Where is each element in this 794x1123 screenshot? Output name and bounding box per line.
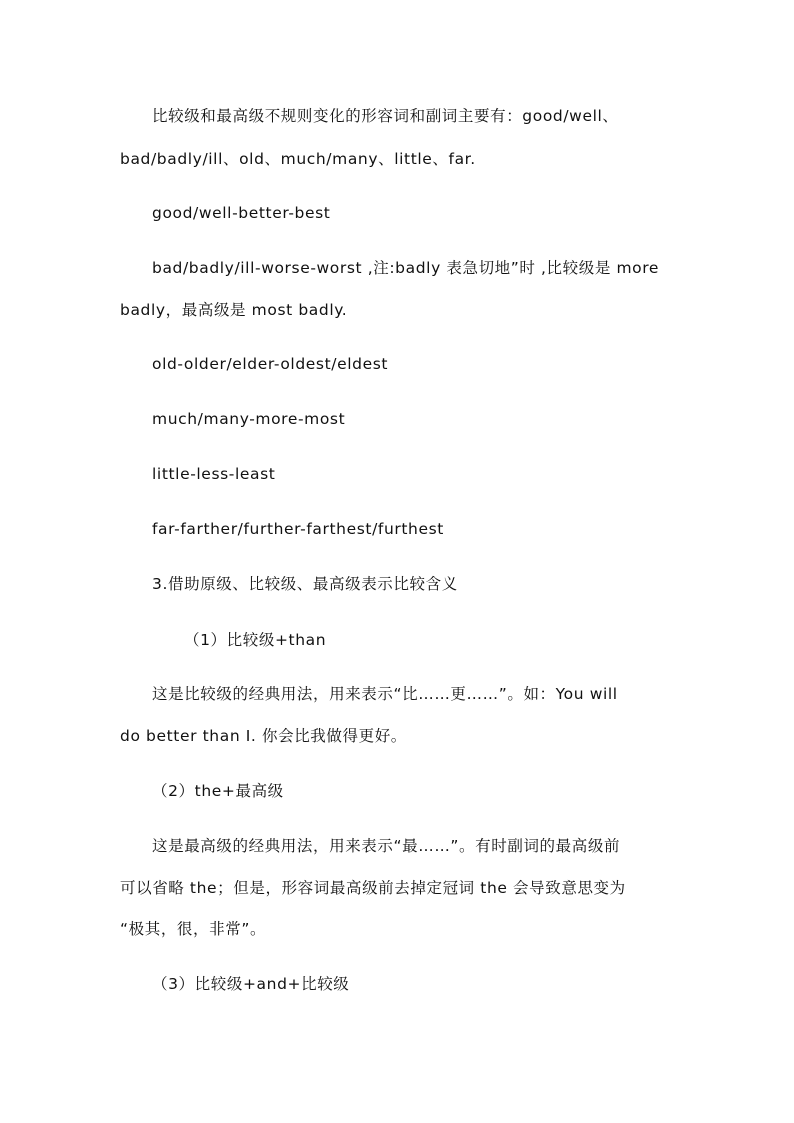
paragraph-irregular-intro: 比较级和最高级不规则变化的形容词和副词主要有：good/well、 xyxy=(152,107,619,125)
form-bad-badly: bad/badly/ill-worse-worst ,注:badly 表急切地”时 ,比较级是 more xyxy=(152,259,660,277)
paragraph-comparative-cont: do better than I. 你会比我做得更好。 xyxy=(120,727,407,745)
subheading-3: （3）比较级+and+比较级 xyxy=(152,975,350,993)
form-little: little-less-least xyxy=(152,465,276,483)
paragraph-irregular-intro-cont: bad/badly/ill、old、much/many、little、far. xyxy=(120,150,476,168)
form-far: far-farther/further-farthest/furthest xyxy=(152,520,444,538)
form-much-many: much/many-more-most xyxy=(152,410,346,428)
subheading-1: （1）比较级+than xyxy=(184,631,327,649)
paragraph-superlative-cont: 可以省略 the；但是，形容词最高级前去掉定冠词 the 会导致意思变为 xyxy=(120,879,626,897)
subheading-2: （2）the+最高级 xyxy=(152,782,284,800)
form-good-well: good/well-better-best xyxy=(152,204,331,222)
paragraph-superlative-end: “极其，很，非常”。 xyxy=(120,920,267,938)
section-heading-3: 3.借助原级、比较级、最高级表示比较含义 xyxy=(152,575,458,593)
form-bad-badly-cont: badly，最高级是 most badly. xyxy=(120,301,348,319)
paragraph-comparative: 这是比较级的经典用法，用来表示“比……更……”。如：You will xyxy=(152,685,618,703)
paragraph-superlative: 这是最高级的经典用法，用来表示“最……”。有时副词的最高级前 xyxy=(152,837,621,855)
form-old: old-older/elder-oldest/eldest xyxy=(152,355,389,373)
